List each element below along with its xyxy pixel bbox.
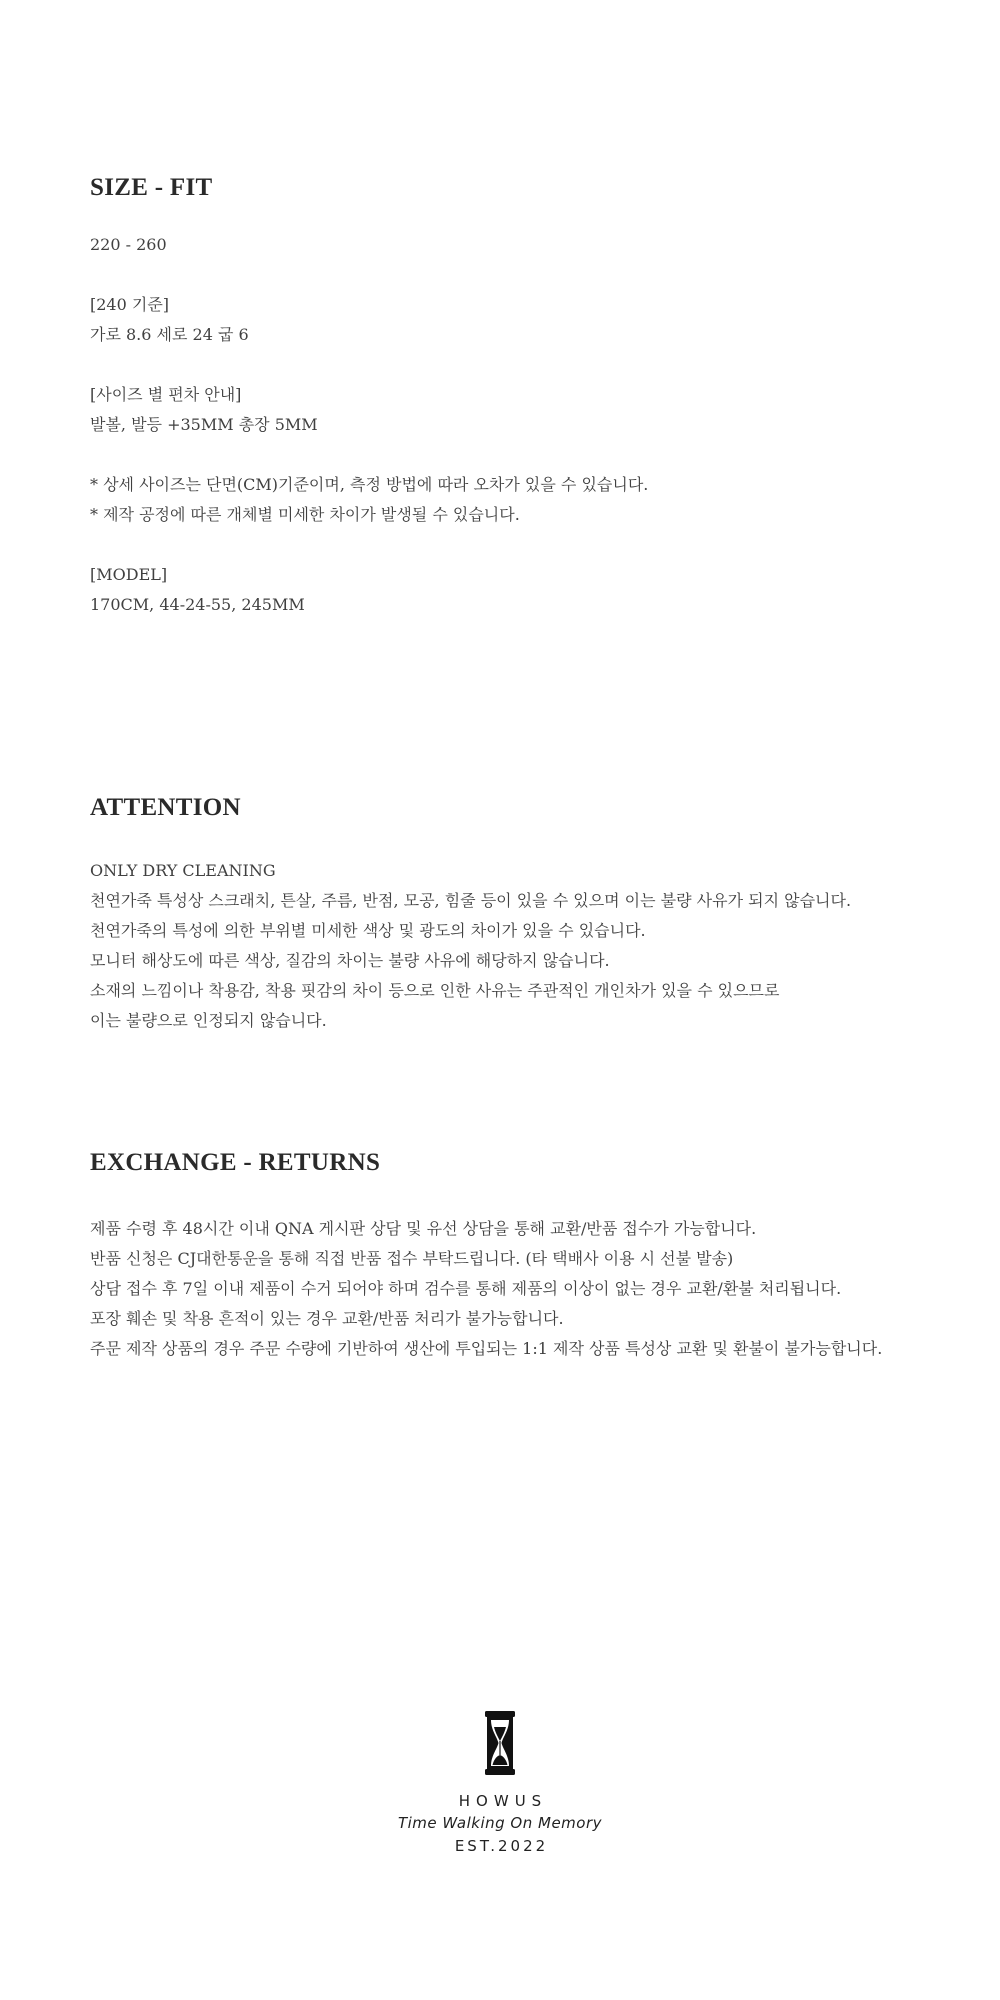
- attention-section: [90, 793, 970, 1036]
- model-label: [MODEL]: [90, 565, 168, 584]
- attention-line: 천연가죽의 특성에 의한 부위별 미세한 색상 및 광도의 차이가 있을 수 있습니다.: [90, 921, 646, 940]
- attention-heading: ATTENTION: [90, 794, 241, 821]
- exchange-line: 상담 접수 후 7일 이내 제품이 수거 되어야 하며 검수를 통해 제품의 이상이 없는 경우 교환/환불 처리됩니다.: [90, 1279, 842, 1298]
- base-size-label: [240 기준]: [90, 295, 170, 314]
- brand-footer: [0, 1710, 1000, 1857]
- base-size-dimensions: 가로 8.6 세로 24 굽 6: [90, 325, 249, 344]
- attention-line: 소재의 느낌이나 착용감, 착용 핏감의 차이 등으로 인한 사유는 주관적인 개인차가 있을 수 있으므로: [90, 981, 780, 1000]
- deviation-label: [사이즈 별 편차 안내]: [90, 385, 242, 404]
- exchange-line: 포장 훼손 및 착용 흔적이 있는 경우 교환/반품 처리가 불가능합니다.: [90, 1309, 564, 1328]
- exchange-line: 주문 제작 상품의 경우 주문 수량에 기반하여 생산에 투입되는 1:1 제작 상품 특성상 교환 및 환불이 불가능합니다.: [90, 1339, 883, 1358]
- attention-line: 모니터 해상도에 따른 색상, 질감의 차이는 불량 사유에 해당하지 않습니다.: [90, 951, 610, 970]
- exchange-returns-heading: EXCHANGE - RETURNS: [90, 1149, 381, 1176]
- hourglass-icon: [482, 1710, 518, 1776]
- attention-line: 이는 불량으로 인정되지 않습니다.: [90, 1011, 327, 1030]
- brand-tagline: Time Walking On Memory: [397, 1814, 603, 1832]
- model-text: 170CM, 44-24-55, 245MM: [90, 595, 305, 614]
- size-fit-section: [90, 173, 970, 620]
- exchange-line: 제품 수령 후 48시간 이내 QNA 게시판 상담 및 유선 상담을 통해 교환/반품 접수가 가능합니다.: [90, 1219, 757, 1238]
- attention-body: [90, 856, 970, 1036]
- exchange-returns-body: [90, 1214, 970, 1364]
- size-fit-heading: SIZE - FIT: [90, 174, 213, 201]
- size-fit-body: [90, 230, 970, 620]
- attention-line: ONLY DRY CLEANING: [90, 861, 276, 880]
- size-note: * 제작 공정에 따른 개체별 미세한 차이가 발생될 수 있습니다.: [90, 505, 520, 524]
- deviation-text: 발볼, 발등 +35MM 총장 5MM: [90, 415, 318, 434]
- attention-line: 천연가죽 특성상 스크래치, 튼살, 주름, 반점, 모공, 힘줄 등이 있을 수 있으며 이는 불량 사유가 되지 않습니다.: [90, 891, 852, 910]
- size-note: * 상세 사이즈는 단면(CM)기준이며, 측정 방법에 따라 오차가 있을 수 있습니다.: [90, 475, 649, 494]
- exchange-line: 반품 신청은 CJ대한통운을 통해 직접 반품 접수 부탁드립니다. (타 택배사 이용 시 선불 발송): [90, 1249, 734, 1268]
- brand-name: HOWUS: [458, 1792, 548, 1810]
- size-range: 220 - 260: [90, 235, 167, 254]
- exchange-returns-section: [90, 1148, 970, 1364]
- brand-established: EST.2022: [454, 1837, 549, 1855]
